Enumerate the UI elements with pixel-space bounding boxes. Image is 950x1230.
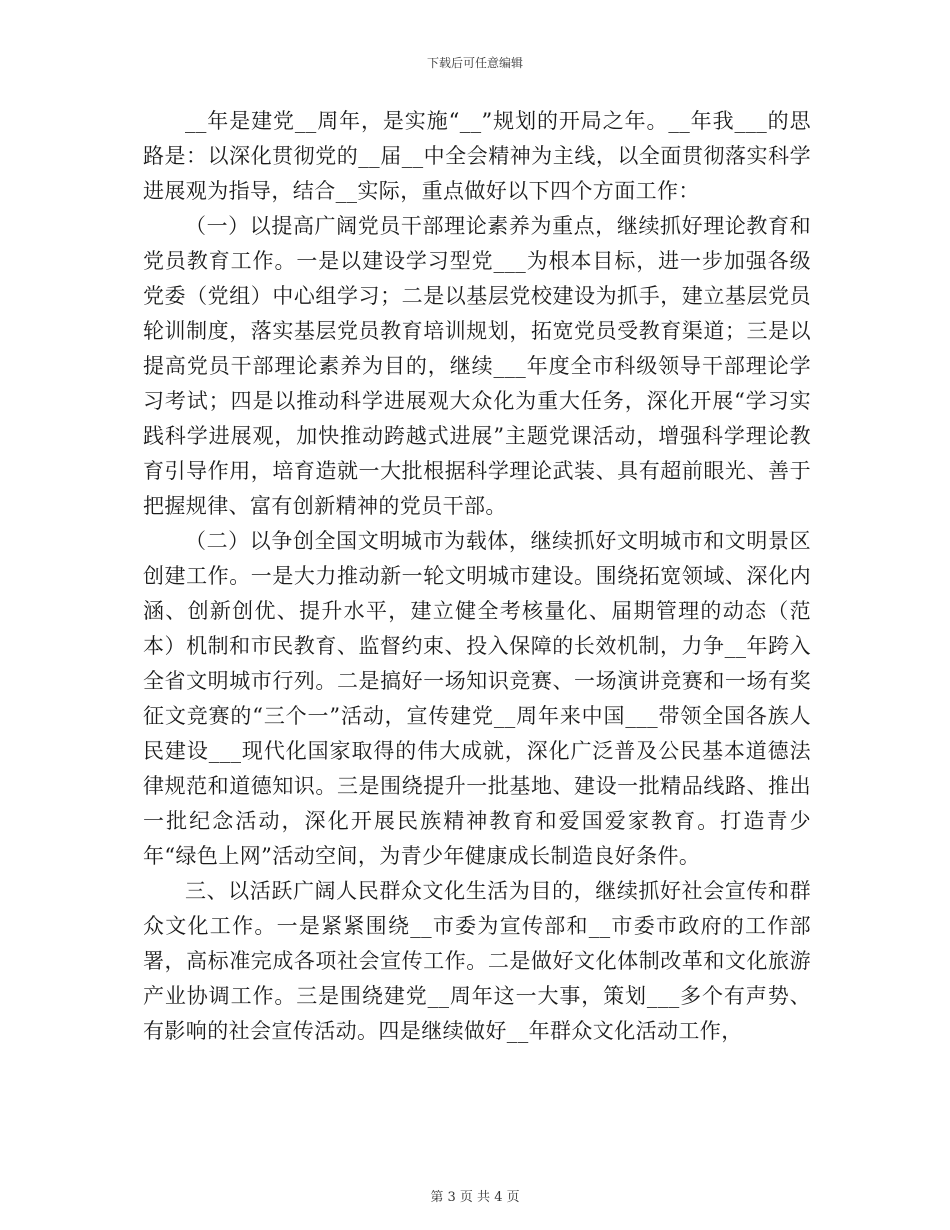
paragraph-section-3: 三、以活跃广阔人民群众文化生活为目的，继续抓好社会宣传和群众文化工作。一是紧紧围绕__市委为宣传部和__市委市政府的工作部署，高标准完成各项社会宣传工作。二是做好文化体制改革和文化旅游产业协调工作。三是围绕建党__周年这一大事，策划___多个有声势、有影响的社会宣传活动。四是继续做好__年群众文化活动工作， [143, 879, 811, 1043]
paragraph-section-1: （一）以提高广阔党员干部理论素养为重点，继续抓好理论教育和党员教育工作。一是以建设学习型党___为根本目标，进一步加强各级党委（党组）中心组学习；二是以基层党校建设为抓手，建立基层党员轮训制度，落实基层党员教育培训规划，拓宽党员受教育渠道；三是以提高党员干部理论素养为目的，继续___年度全市科级领导干部理论学习考试；四是以推动科学进展观大众化为重大任务，深化开展“学习实践科学进展观，加快推动跨越式进展”主题党课活动，增强科学理论教育引导作用，培育造就一大批根据科学理论武装、具有超前眼光、善于把握规律、富有创新精神的党员干部。 [143, 214, 811, 518]
paragraph-section-2: （二）以争创全国文明城市为载体，继续抓好文明城市和文明景区创建工作。一是大力推动新一轮文明城市建设。围绕拓宽领域、深化内涵、创新创优、提升水平，建立健全考核量化、届期管理的动态（范本）机制和市民教育、监督约束、投入保障的长效机制，力争__年跨入全省文明城市行列。二是搞好一场知识竞赛、一场演讲竞赛和一场有奖征文竞赛的“三个一”活动，宣传建党__周年来中国___带领全国各族人民建设___现代化国家取得的伟大成就，深化广泛普及公民基本道德法律规范和道德知识。三是围绕提升一批基地、建设一批精品线路、推出一批纪念活动，深化开展民族精神教育和爱国爱家教育。打造青少年“绿色上网”活动空间，为青少年健康成长制造良好条件。 [143, 529, 811, 868]
document-body [143, 104, 811, 1049]
page-footer: 第 3 页 共 4 页 [430, 1190, 520, 1205]
paragraph-intro: __年是建党__周年，是实施“__”规划的开局之年。__年我___的思路是：以深化贯彻党的__届__中全会精神为主线，以全面贯彻落实科学进展观为指导，结合__实际，重点做好以下四个方面工作： [143, 109, 811, 203]
page-header: 下载后可任意编辑 [426, 56, 523, 70]
